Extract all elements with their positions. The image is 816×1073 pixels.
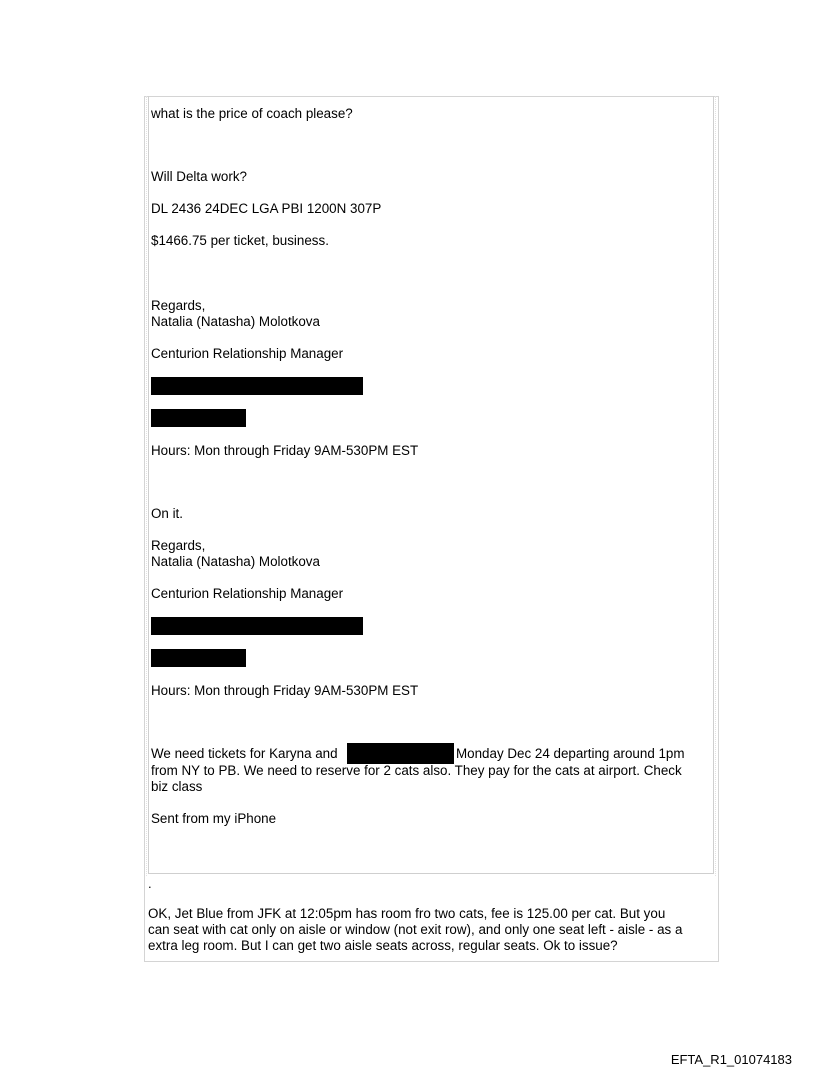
redaction-block — [151, 649, 246, 667]
flight-line: DL 2436 24DEC LGA PBI 1200N 307P — [151, 201, 382, 216]
signature-name: Natalia (Natasha) Molotkova — [151, 314, 320, 329]
redaction-block — [151, 377, 363, 395]
request-line-3: biz class — [151, 779, 203, 794]
redaction-block — [347, 743, 454, 764]
reply-line-1: OK, Jet Blue from JFK at 12:05pm has room fro two cats, fee is 125.00 per cat. But you — [148, 906, 666, 921]
separator-dot: . — [148, 876, 152, 891]
request-line-2: from NY to PB. We need to reserve for 2 cats also. They pay for the cats at airport. Check — [151, 763, 682, 778]
request-line-1b: Monday Dec 24 departing around 1pm — [456, 746, 685, 761]
signature-title: Centurion Relationship Manager — [151, 346, 344, 361]
price-line: $1466.75 per ticket, business. — [151, 233, 329, 248]
signature-regards: Regards, — [151, 538, 206, 553]
sent-from-iphone: Sent from my iPhone — [151, 811, 277, 826]
reply-line-3: extra leg room. But I can get two aisle seats across, regular seats. Ok to issue? — [148, 938, 618, 953]
request-line-1a: We need tickets for Karyna and — [151, 746, 338, 761]
signature-hours: Hours: Mon through Friday 9AM-530PM EST — [151, 443, 419, 458]
redaction-block — [151, 617, 363, 635]
document-id: EFTA_R1_01074183 — [670, 1052, 792, 1067]
redaction-block — [151, 409, 246, 427]
reply-line-2: can seat with cat only on aisle or window (not exit row), and only one seat left - aisle - as a — [148, 922, 683, 937]
signature-regards: Regards, — [151, 298, 206, 313]
coach-question: what is the price of coach please? — [151, 106, 353, 121]
signature-title: Centurion Relationship Manager — [151, 586, 344, 601]
on-it-message: On it. — [151, 506, 183, 521]
signature-hours: Hours: Mon through Friday 9AM-530PM EST — [151, 683, 419, 698]
signature-name: Natalia (Natasha) Molotkova — [151, 554, 320, 569]
delta-question: Will Delta work? — [151, 169, 247, 184]
